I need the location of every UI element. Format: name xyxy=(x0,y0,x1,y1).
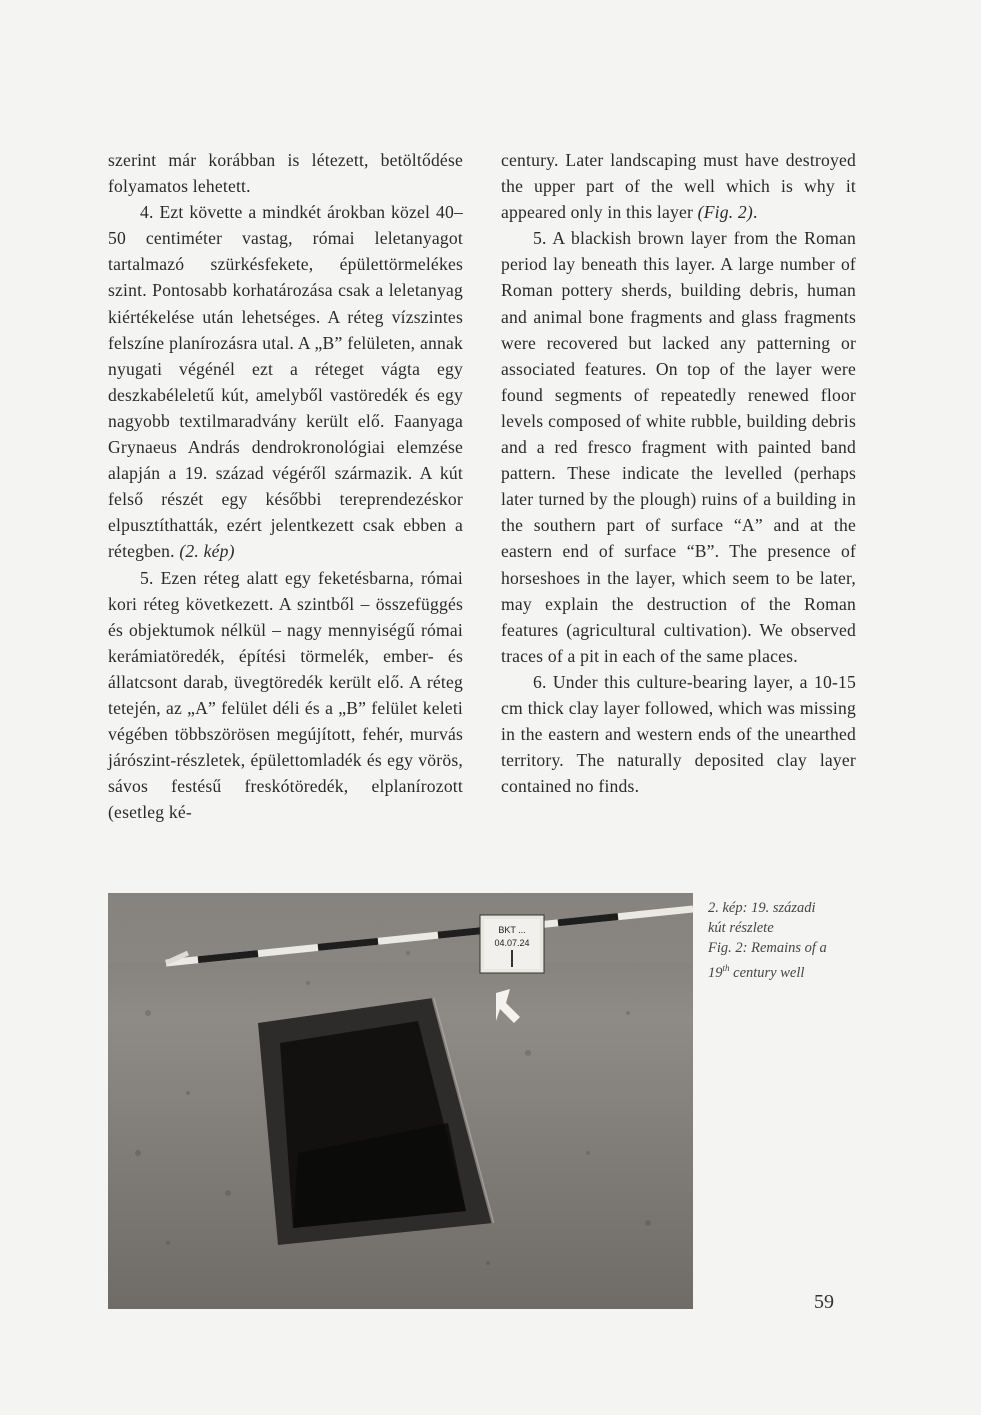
left-paragraph-3: 5. Ezen réteg alatt egy feketésbarna, római kori réteg következett. A szintből – összefüggés és objektumok nélkül – nagy mennyiségű római kerámiatöredék, építési törmelék, ember- és állatcsont darab, üvegtöredék került elő. A réteg tetején, az „A” felület déli és a „B” felület keleti végében többszörösen megújított, fehér, murvás járószint-részletek, épülettomladék és egy vörös, sávos festésű freskótöredék, elplanírozott (esetleg ké- xyxy=(108,567,463,823)
caption-en-rest: century well xyxy=(729,964,805,981)
right-paragraph-1-end: . xyxy=(752,202,758,223)
right-paragraph-1-text: century. Later landscaping must have destroyed the upper part of the well which is why it appeared only in this layer xyxy=(501,150,856,223)
trench-wall xyxy=(108,893,693,963)
figure-caption xyxy=(708,898,868,983)
caption-en-line-1: Fig. 2: Remains of a xyxy=(708,940,827,956)
site-label-sign xyxy=(480,915,544,973)
sign-text-line-2: 04.07.24 xyxy=(494,938,530,948)
well-photo-illustration xyxy=(108,893,693,1309)
caption-hu-line-1: 2. kép: 19. századi xyxy=(708,900,816,916)
figure-reference-en: (Fig. 2) xyxy=(697,202,753,223)
well-photograph xyxy=(108,893,693,1309)
caption-ordinal-suffix: th xyxy=(722,963,730,973)
right-paragraph-3: 6. Under this culture-bearing layer, a 10-15 cm thick clay layer followed, which was missing in the eastern and western ends of the unearthed territory. The naturally deposited clay layer contained no finds. xyxy=(501,671,856,797)
left-paragraph-2-text: 4. Ezt követte a mindkét árokban közel 40–50 centiméter vastag, római leletanyagot tartalmazó szürkésfekete, épülettörmelékes szint. Pontosabb korhatározása csak a leletanyag kiértékelése után lehetséges. A réteg vízszintes felszíne planírozásra utal. A „B” felületen, annak nyugati végénél ezt a réteget vágta egy deszkabéleletű kút, amelyből vastöredék és egy nagyobb textilmaradvány került elő. Faanyaga Grynaeus András dendrokronológiai elemzése alapján a 19. század végéről származik. A kút felső részét egy későbbi tereprendezéskor elpusztíthatták, ezért jelentkezett csak ebben a rétegben. xyxy=(108,202,463,562)
caption-century-number: 19 xyxy=(708,964,723,981)
left-paragraph-1: szerint már korábban is létezett, betöltődése folyamatos lehetett. xyxy=(108,150,463,197)
caption-hu-line-2: kút részlete xyxy=(708,920,774,936)
right-paragraph-2: 5. A blackish brown layer from the Roman period lay beneath this layer. A large number of Roman pottery sherds, building debris, human and animal bone fragments and glass fragments were recovered but lacked any patterning or associated features. On top of the layer were found segments of repeatedly renewed floor levels composed of white rubble, building debris and a red fresco fragment with painted band pattern. These indicate the levelled (perhaps later turned by the plough) ruins of a building in the southern part of surface “A” and at the eastern end of surface “B”. The presence of horseshoes in the layer, which seem to be later, may explain the destruction of the Roman features (agricultural cultivation). We observed traces of a pit in each of the same places. xyxy=(501,228,856,666)
left-paragraph-2 xyxy=(108,199,463,564)
left-text-column xyxy=(108,147,463,825)
right-paragraph-1 xyxy=(501,147,856,225)
right-text-column xyxy=(501,147,856,799)
sign-text-line-1: BKT ... xyxy=(498,925,526,935)
page-number: 59 xyxy=(814,1291,834,1313)
caption-en-line-2 xyxy=(708,958,868,983)
figure-reference-hu: (2. kép) xyxy=(179,541,235,562)
